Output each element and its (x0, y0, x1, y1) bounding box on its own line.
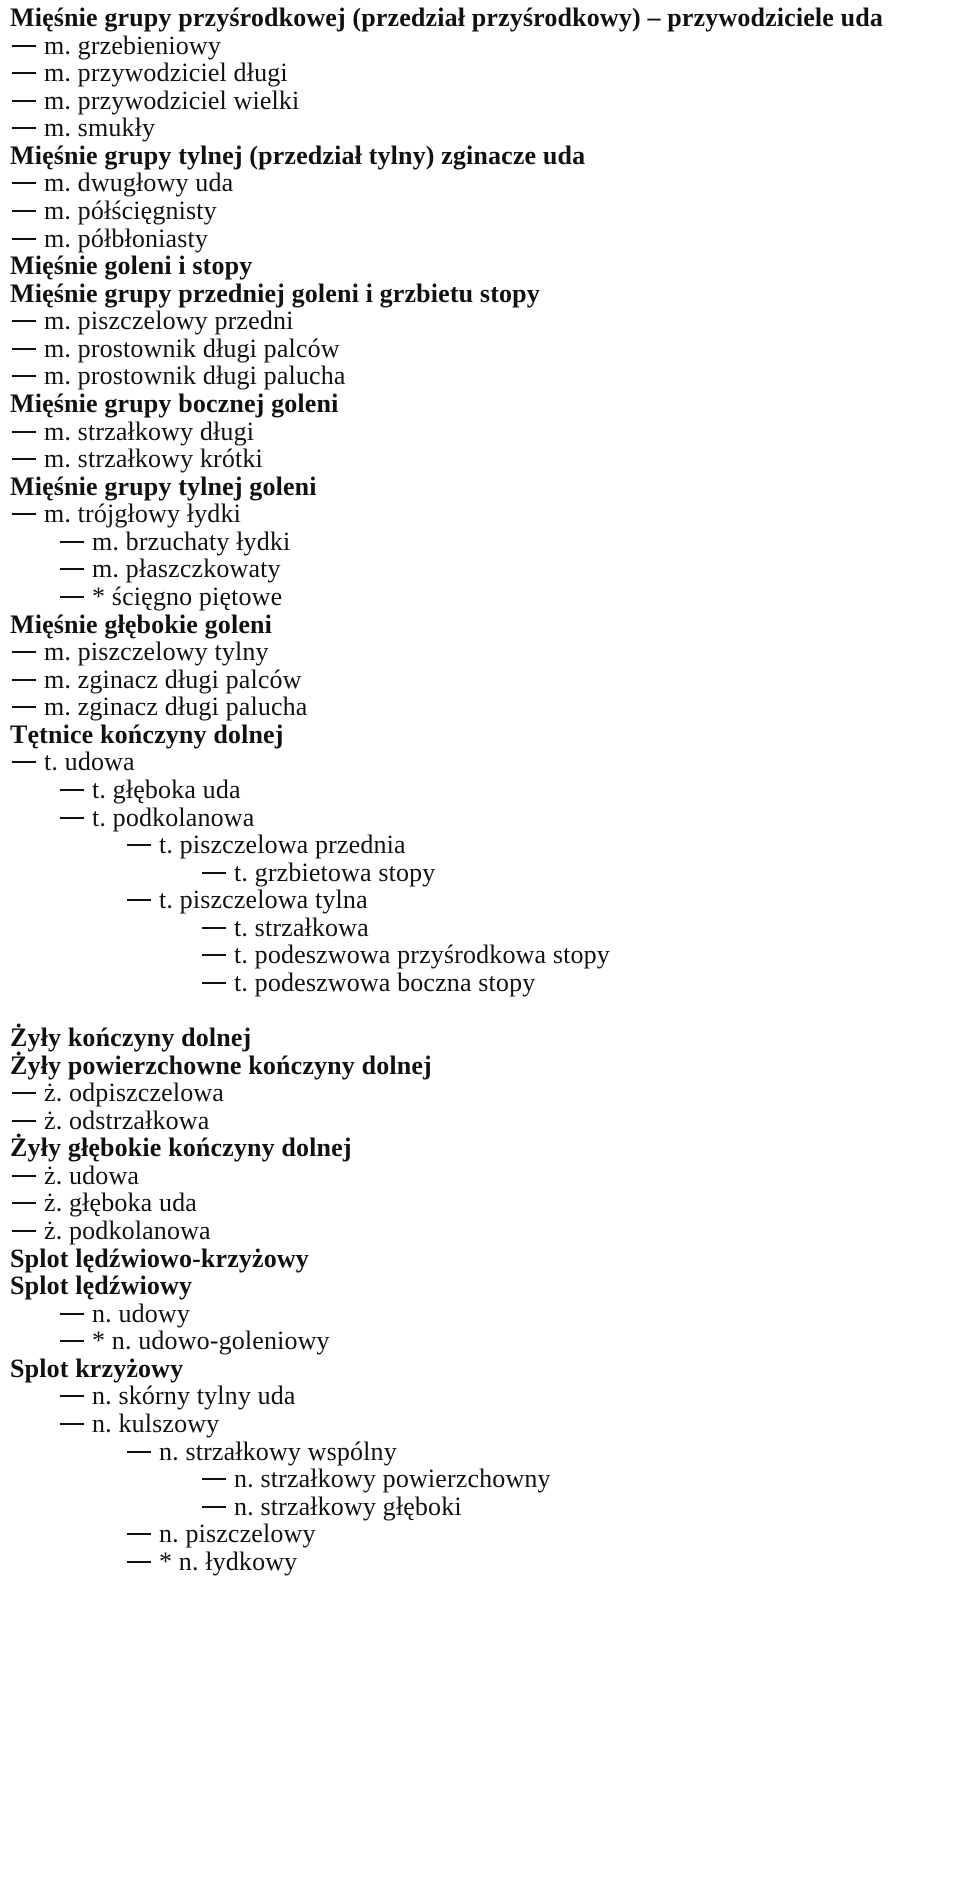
dash-bullet-icon (12, 1175, 36, 1177)
dash-bullet-icon (127, 1561, 151, 1563)
dash-bullet-icon (12, 706, 36, 708)
item-text: n. strzałkowy powierzchowny (234, 1464, 551, 1493)
dash-bullet-icon (12, 348, 36, 350)
item-text: n. kulszowy (92, 1409, 220, 1438)
item-text: m. trójgłowy łydki (44, 499, 241, 528)
heading-text: Mięśnie głębokie goleni (10, 610, 272, 639)
heading-text: Mięśnie grupy przedniej goleni i grzbietu stopy (10, 279, 540, 308)
dash-bullet-icon (12, 375, 36, 377)
item-text: m. półbłoniasty (44, 224, 209, 253)
heading-text: Żyły głębokie kończyny dolnej (10, 1133, 352, 1162)
dash-bullet-icon (202, 1478, 226, 1480)
heading-text: Żyły powierzchowne kończyny dolnej (10, 1051, 432, 1080)
dash-bullet-icon (202, 982, 226, 984)
dash-bullet-icon (202, 927, 226, 929)
item-text: ż. odpiszczelowa (44, 1078, 224, 1107)
dash-bullet-icon (12, 238, 36, 240)
item-text: m. prostownik długi palców (44, 334, 340, 363)
item-text: ż. głęboka uda (44, 1188, 197, 1217)
item-text: t. głęboka uda (92, 775, 241, 804)
dash-bullet-icon (12, 513, 36, 515)
heading-text: Mięśnie grupy bocznej goleni (10, 389, 339, 418)
item-text: m. grzebieniowy (44, 31, 221, 60)
item-text: n. udowy (92, 1299, 190, 1328)
list-item (202, 966, 535, 999)
item-text: * ścięgno piętowe (92, 582, 283, 611)
item-text: m. strzałkowy długi (44, 417, 255, 446)
dash-bullet-icon (127, 1451, 151, 1453)
dash-bullet-icon (12, 320, 36, 322)
dash-bullet-icon (12, 651, 36, 653)
heading-text: Mięśnie goleni i stopy (10, 251, 253, 280)
heading-text: Żyły kończyny dolnej (10, 1023, 252, 1052)
dash-bullet-icon (60, 1423, 84, 1425)
dash-bullet-icon (60, 789, 84, 791)
dash-bullet-icon (12, 431, 36, 433)
item-text: ż. podkolanowa (44, 1216, 211, 1245)
dash-bullet-icon (60, 596, 84, 598)
dash-bullet-icon (127, 899, 151, 901)
item-text: m. półścięgnisty (44, 196, 217, 225)
item-text: n. strzałkowy głęboki (234, 1492, 462, 1521)
item-text: n. strzałkowy wspólny (159, 1437, 397, 1466)
dash-bullet-icon (60, 568, 84, 570)
dash-bullet-icon (12, 45, 36, 47)
heading-text: Splot krzyżowy (10, 1354, 184, 1383)
item-text: m. przywodziciel wielki (44, 86, 300, 115)
heading-text: Mięśnie grupy tylnej (przedział tylny) zginacze uda (10, 141, 586, 170)
item-text: m. płaszczkowaty (92, 554, 281, 583)
dash-bullet-icon (12, 210, 36, 212)
dash-bullet-icon (60, 541, 84, 543)
dash-bullet-icon (12, 100, 36, 102)
dash-bullet-icon (12, 458, 36, 460)
item-text: m. smukły (44, 113, 156, 142)
item-text: m. piszczelowy przedni (44, 306, 294, 335)
item-text: t. grzbietowa stopy (234, 858, 436, 887)
item-text: n. piszczelowy (159, 1519, 316, 1548)
item-text: t. strzałkowa (234, 913, 369, 942)
dash-bullet-icon (202, 954, 226, 956)
item-text: m. dwugłowy uda (44, 168, 234, 197)
dash-bullet-icon (12, 127, 36, 129)
dash-bullet-icon (12, 72, 36, 74)
heading-text: Mięśnie grupy przyśrodkowej (przedział przyśrodkowy) – przywodziciele uda (10, 3, 883, 32)
dash-bullet-icon (60, 1313, 84, 1315)
dash-bullet-icon (202, 1506, 226, 1508)
item-text: m. brzuchaty łydki (92, 527, 291, 556)
dash-bullet-icon (12, 679, 36, 681)
item-text: t. podeszwowa boczna stopy (234, 968, 536, 997)
item-text: m. prostownik długi palucha (44, 361, 346, 390)
item-text: m. zginacz długi palców (44, 665, 302, 694)
item-text: * n. łydkowy (159, 1547, 298, 1576)
item-text: m. strzałkowy krótki (44, 444, 263, 473)
dash-bullet-icon (60, 1395, 84, 1397)
dash-bullet-icon (127, 1533, 151, 1535)
heading-text: Tętnice kończyny dolnej (10, 720, 284, 749)
item-text: m. piszczelowy tylny (44, 637, 269, 666)
dash-bullet-icon (12, 1092, 36, 1094)
dash-bullet-icon (12, 182, 36, 184)
dash-bullet-icon (60, 1340, 84, 1342)
dash-bullet-icon (12, 1230, 36, 1232)
dash-bullet-icon (12, 1202, 36, 1204)
item-text: t. piszczelowa przednia (159, 830, 406, 859)
item-text: t. podkolanowa (92, 803, 255, 832)
heading-text: Splot lędźwiowy (10, 1271, 193, 1300)
item-text: t. piszczelowa tylna (159, 885, 368, 914)
list-item (127, 1545, 297, 1578)
item-text: * n. udowo-goleniowy (92, 1326, 330, 1355)
dash-bullet-icon (127, 844, 151, 846)
item-text: n. skórny tylny uda (92, 1381, 296, 1410)
item-text: t. podeszwowa przyśrodkowa stopy (234, 940, 610, 969)
item-text: m. zginacz długi palucha (44, 692, 308, 721)
item-text: t. udowa (44, 747, 135, 776)
item-text: m. przywodziciel długi (44, 58, 288, 87)
dash-bullet-icon (12, 1120, 36, 1122)
item-text: ż. udowa (44, 1161, 140, 1190)
dash-bullet-icon (12, 761, 36, 763)
heading-text: Mięśnie grupy tylnej goleni (10, 472, 317, 501)
dash-bullet-icon (202, 872, 226, 874)
dash-bullet-icon (60, 817, 84, 819)
heading-text: Splot lędźwiowo-krzyżowy (10, 1244, 309, 1273)
item-text: ż. odstrzałkowa (44, 1106, 210, 1135)
